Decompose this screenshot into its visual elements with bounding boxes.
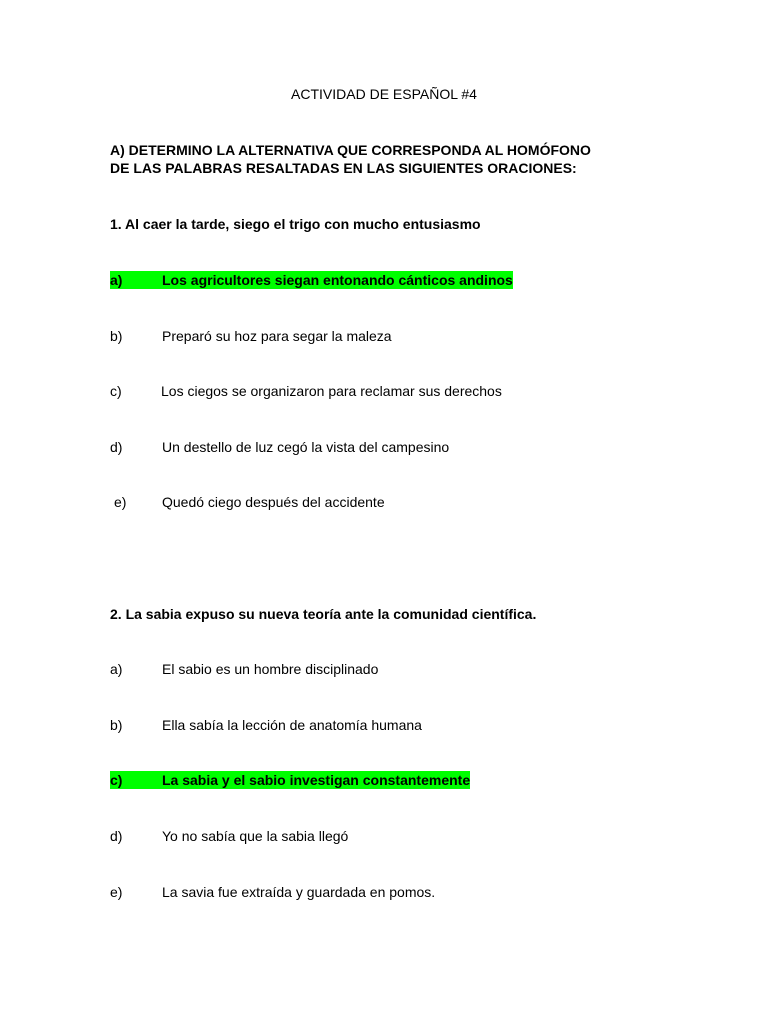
option-text: Ella sabía la lección de anatomía humana [162,717,422,733]
question-1-option-b [110,327,392,345]
option-text: El sabio es un hombre disciplinado [162,661,379,677]
option-letter: b) [110,328,123,344]
option-letter: d) [110,439,123,455]
question-2-prompt: 2. La sabia expuso su nueva teoría ante la comunidad científica. [110,606,537,622]
option-letter: c) [110,772,123,788]
question-1-prompt: 1. Al caer la tarde, siego el trigo con mucho entusiasmo [110,216,481,232]
option-text: Quedó ciego después del accidente [162,494,385,510]
instruction-line-1: A) DETERMINO LA ALTERNATIVA QUE CORRESPONDA AL HOMÓFONO [110,142,591,158]
instruction-line-2: DE LAS PALABRAS RESALTADAS EN LAS SIGUIENTES ORACIONES: [110,160,577,176]
question-2-option-b [110,716,422,734]
option-letter: a) [110,661,123,677]
question-1-option-e [110,493,385,511]
question-1-option-d [110,438,449,456]
option-letter: a) [110,272,123,288]
option-text: Preparó su hoz para segar la maleza [162,328,392,344]
option-text: Los agricultores siegan entonando cánticos andinos [162,272,513,288]
option-letter: d) [110,828,123,844]
question-2-option-d [110,827,348,845]
question-2-option-e [110,883,435,901]
option-letter: e) [110,884,123,900]
question-2-option-c [110,771,470,789]
option-text: Los ciegos se organizaron para reclamar sus derechos [161,383,502,399]
option-letter: b) [110,717,123,733]
option-letter: e) [114,494,127,510]
option-text: La sabia y el sabio investigan constantemente [162,772,471,788]
option-text: Un destello de luz cegó la vista del campesino [162,439,450,455]
question-1-option-a [110,271,513,289]
question-1-option-c [110,382,502,400]
option-text: Yo no sabía que la sabia llegó [162,828,349,844]
option-letter: c) [110,383,122,399]
question-2-option-a [110,660,378,678]
option-text: La savia fue extraída y guardada en pomos. [162,884,436,900]
page-title: ACTIVIDAD DE ESPAÑOL #4 [291,86,477,102]
